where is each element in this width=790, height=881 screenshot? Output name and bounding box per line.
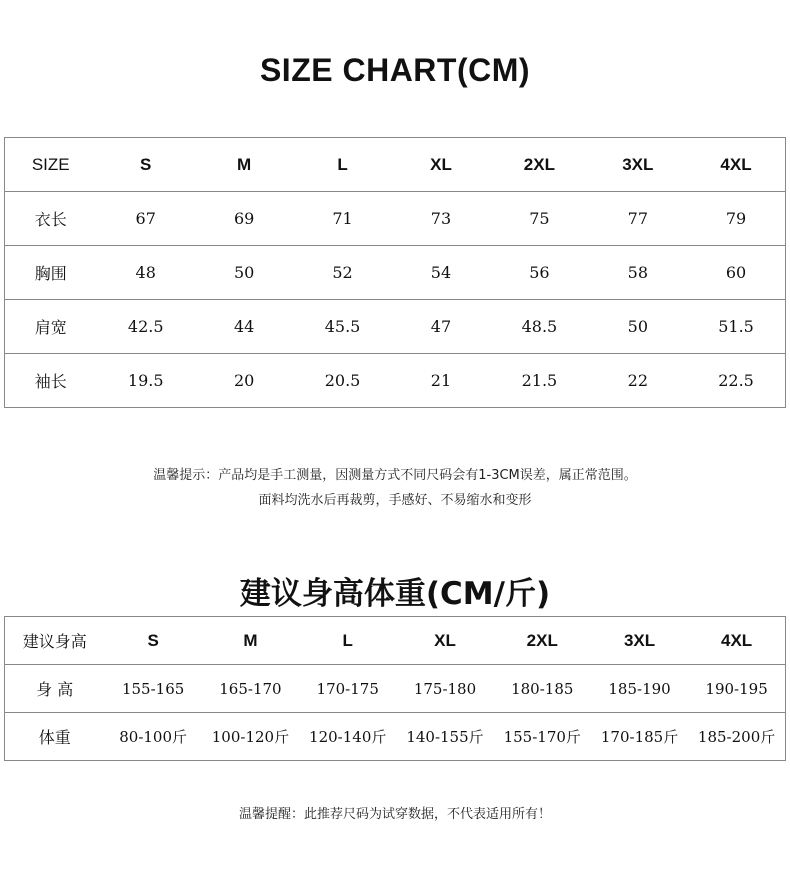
table-row bbox=[5, 300, 786, 354]
recommend-header-row bbox=[5, 617, 786, 665]
row-label-chest: 胸围 bbox=[5, 246, 97, 300]
size-col-3xl: 3XL bbox=[589, 138, 687, 192]
table-cell: 67 bbox=[97, 192, 195, 246]
table-cell: 170-175 bbox=[299, 665, 396, 713]
table-cell: 185-200斤 bbox=[688, 713, 785, 761]
table-cell: 21 bbox=[392, 354, 490, 408]
table-cell: 52 bbox=[293, 246, 391, 300]
table-cell: 48.5 bbox=[490, 300, 588, 354]
table-cell: 42.5 bbox=[97, 300, 195, 354]
size-col-s: S bbox=[97, 138, 195, 192]
recommend-col-2xl: 2XL bbox=[494, 617, 591, 665]
table-cell: 180-185 bbox=[494, 665, 591, 713]
table-cell: 50 bbox=[589, 300, 687, 354]
table-row bbox=[5, 665, 786, 713]
recommend-col-4xl: 4XL bbox=[688, 617, 785, 665]
size-col-m: M bbox=[195, 138, 293, 192]
recommend-col-m: M bbox=[202, 617, 299, 665]
table-cell: 19.5 bbox=[97, 354, 195, 408]
size-chart-table bbox=[4, 137, 786, 408]
size-col-4xl: 4XL bbox=[687, 138, 785, 192]
fabric-note: 面料均洗水后再裁剪，手感好、不易缩水和变形 bbox=[258, 493, 532, 508]
table-cell: 71 bbox=[293, 192, 391, 246]
table-cell: 50 bbox=[195, 246, 293, 300]
table-cell: 190-195 bbox=[688, 665, 785, 713]
table-cell: 75 bbox=[490, 192, 588, 246]
table-row bbox=[5, 246, 786, 300]
table-row bbox=[5, 354, 786, 408]
table-cell: 155-170斤 bbox=[494, 713, 591, 761]
table-cell: 175-180 bbox=[396, 665, 493, 713]
table-cell: 185-190 bbox=[591, 665, 688, 713]
table-cell: 48 bbox=[97, 246, 195, 300]
recommend-table bbox=[4, 616, 786, 761]
table-cell: 140-155斤 bbox=[396, 713, 493, 761]
table-cell: 155-165 bbox=[105, 665, 202, 713]
size-col-2xl: 2XL bbox=[490, 138, 588, 192]
table-cell: 165-170 bbox=[202, 665, 299, 713]
table-cell: 77 bbox=[589, 192, 687, 246]
table-cell: 56 bbox=[490, 246, 588, 300]
row-label-length: 衣长 bbox=[5, 192, 97, 246]
table-row bbox=[5, 713, 786, 761]
recommend-disclaimer: 温馨提醒：此推荐尺码为试穿数据，不代表适用所有！ bbox=[238, 807, 551, 822]
recommend-col-l: L bbox=[299, 617, 396, 665]
table-cell: 80-100斤 bbox=[105, 713, 202, 761]
table-cell: 170-185斤 bbox=[591, 713, 688, 761]
recommend-col-xl: XL bbox=[396, 617, 493, 665]
table-cell: 54 bbox=[392, 246, 490, 300]
table-cell: 100-120斤 bbox=[202, 713, 299, 761]
table-cell: 21.5 bbox=[490, 354, 588, 408]
size-col-l: L bbox=[293, 138, 391, 192]
row-label-shoulder: 肩宽 bbox=[5, 300, 97, 354]
row-label-weight: 体重 bbox=[5, 713, 105, 761]
row-label-sleeve: 袖长 bbox=[5, 354, 97, 408]
table-cell: 60 bbox=[687, 246, 785, 300]
recommend-col-3xl: 3XL bbox=[591, 617, 688, 665]
recommend-header-label: 建议身高 bbox=[5, 617, 105, 665]
table-cell: 69 bbox=[195, 192, 293, 246]
row-label-height: 身 高 bbox=[5, 665, 105, 713]
table-cell: 58 bbox=[589, 246, 687, 300]
table-cell: 44 bbox=[195, 300, 293, 354]
size-header-row bbox=[5, 138, 786, 192]
table-cell: 22 bbox=[589, 354, 687, 408]
table-row bbox=[5, 192, 786, 246]
table-cell: 120-140斤 bbox=[299, 713, 396, 761]
recommend-col-s: S bbox=[105, 617, 202, 665]
table-cell: 51.5 bbox=[687, 300, 785, 354]
table-cell: 45.5 bbox=[293, 300, 391, 354]
table-cell: 20.5 bbox=[293, 354, 391, 408]
table-cell: 22.5 bbox=[687, 354, 785, 408]
size-col-xl: XL bbox=[392, 138, 490, 192]
table-cell: 47 bbox=[392, 300, 490, 354]
table-cell: 73 bbox=[392, 192, 490, 246]
size-header-label: SIZE bbox=[5, 138, 97, 192]
size-chart-title: SIZE CHART(CM) bbox=[259, 52, 531, 88]
measurement-note: 温馨提示：产品均是手工测量，因测量方式不同尺码会有1-3CM误差，属正常范围。 bbox=[153, 468, 637, 483]
table-cell: 20 bbox=[195, 354, 293, 408]
recommend-title: 建议身高体重(CM/斤) bbox=[239, 576, 551, 612]
table-cell: 79 bbox=[687, 192, 785, 246]
